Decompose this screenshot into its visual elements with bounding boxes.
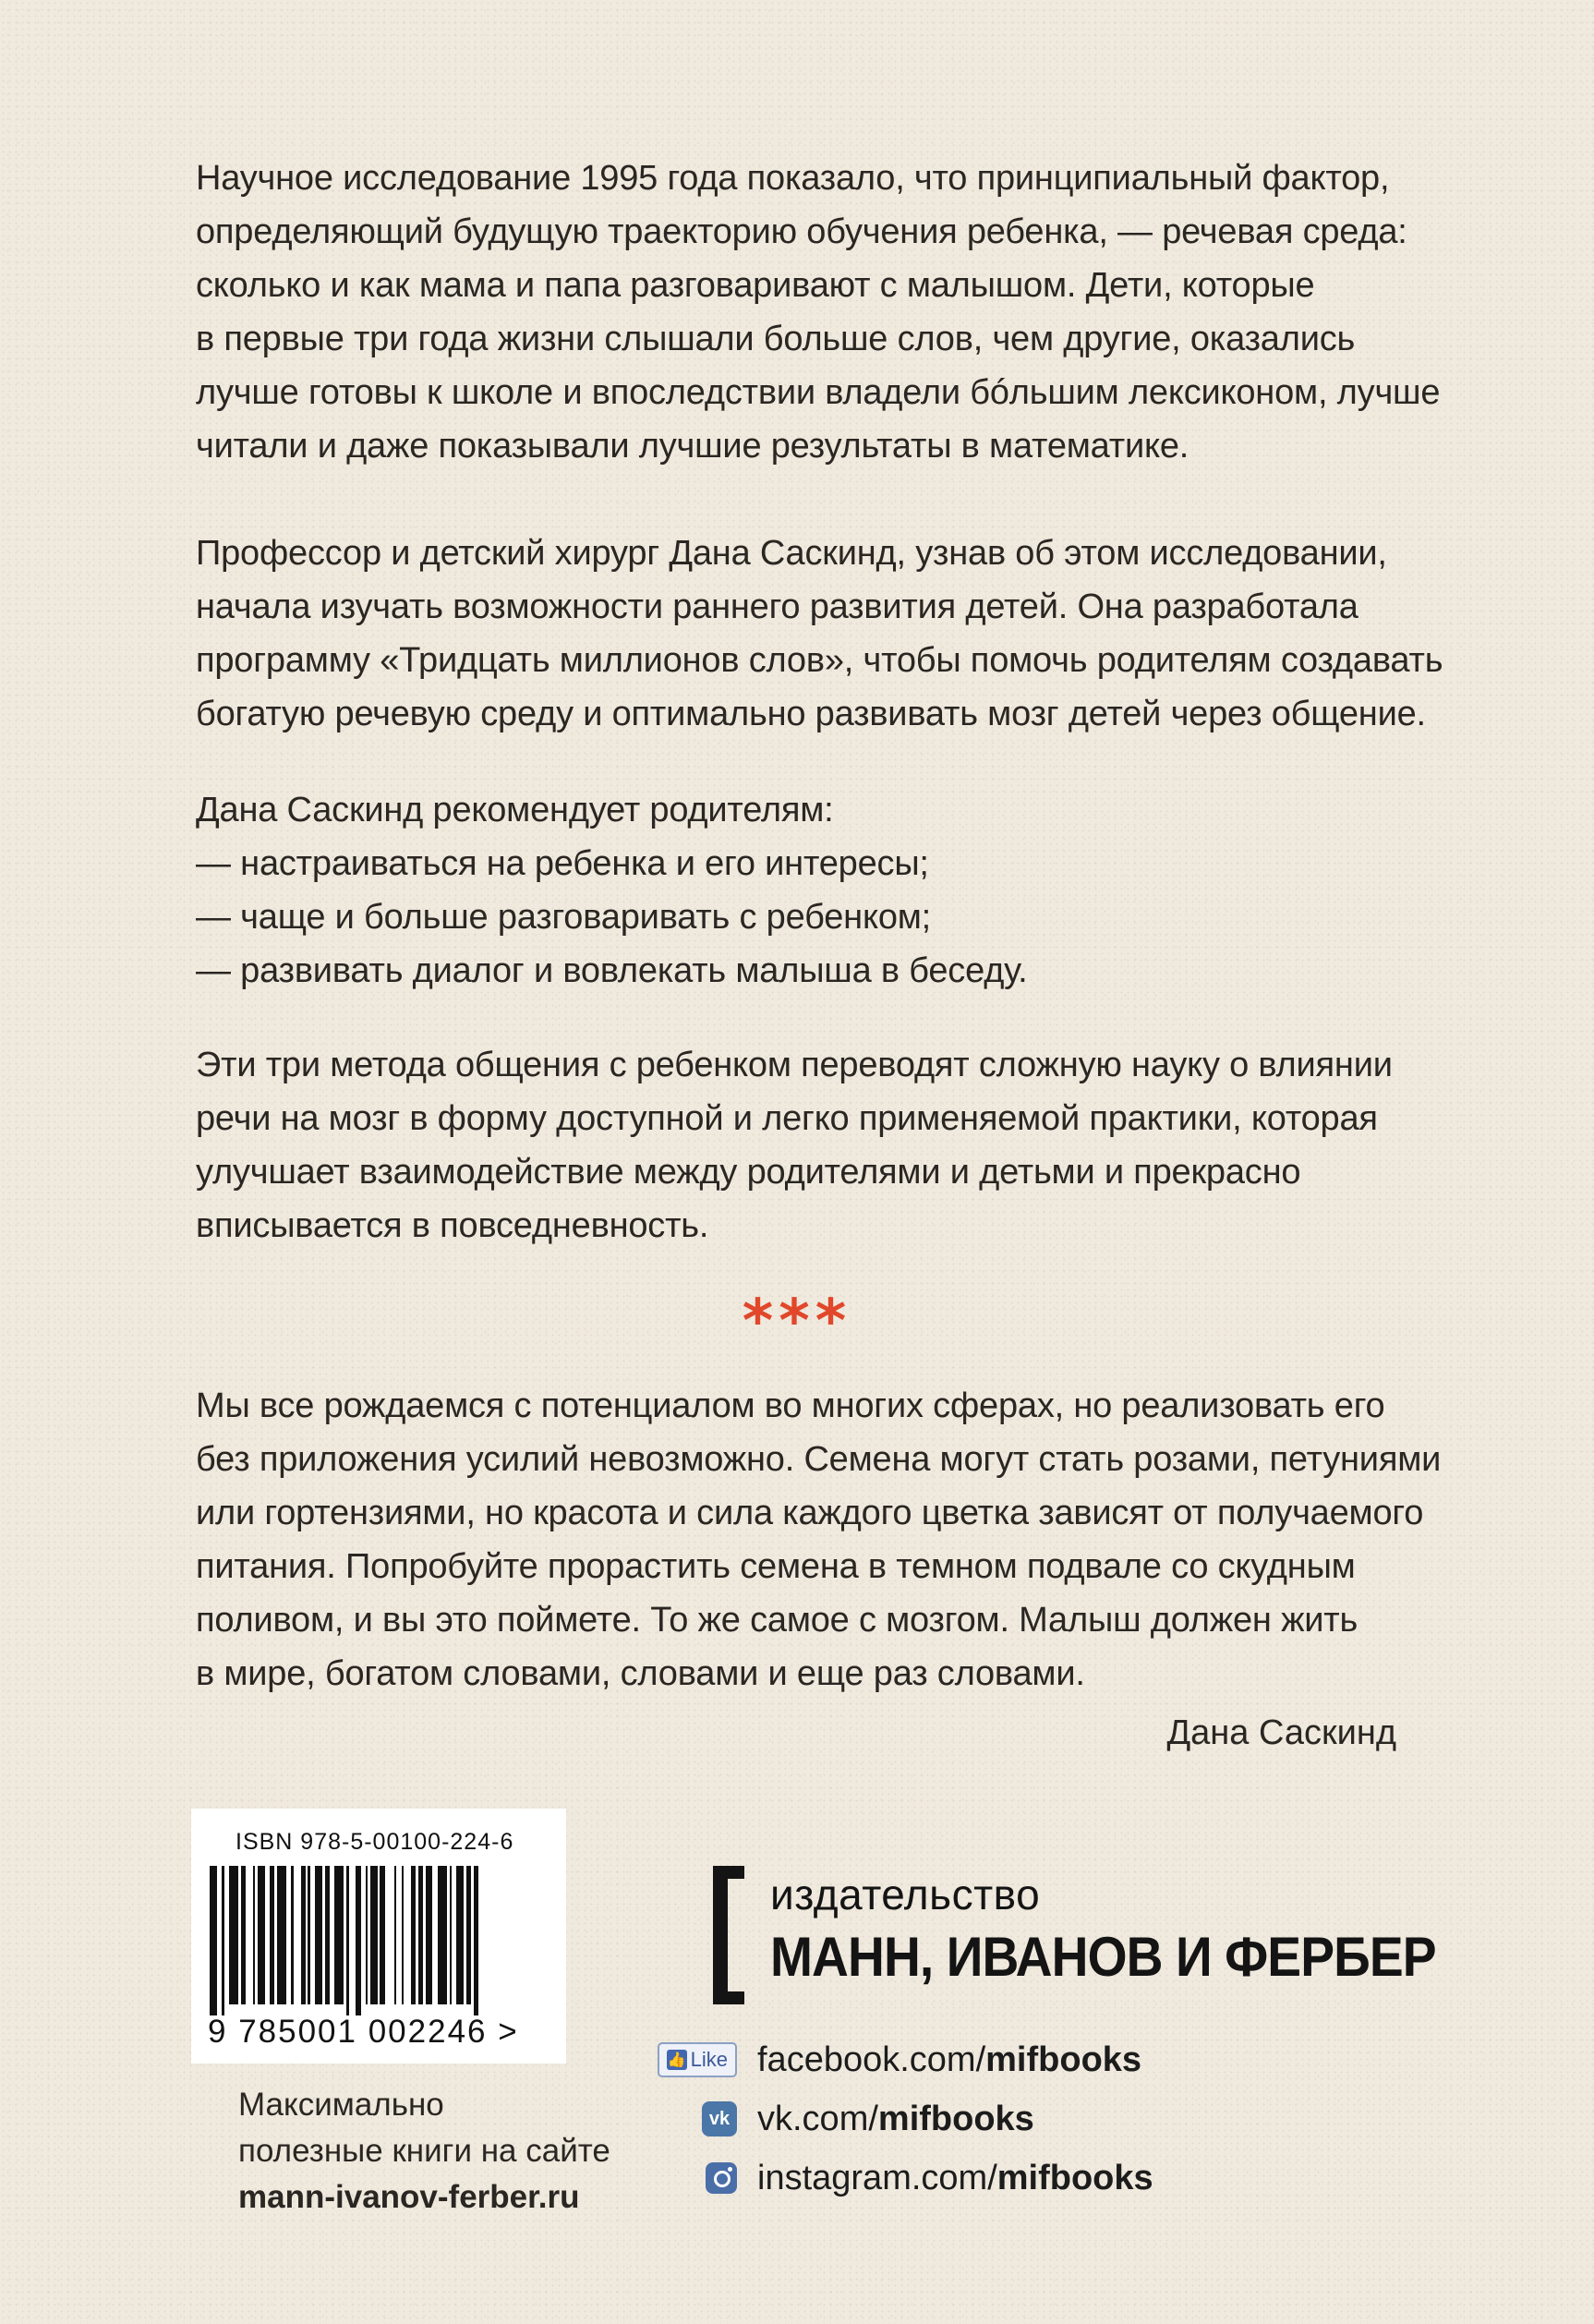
barcode-bar xyxy=(370,1866,378,2004)
publisher-label: издательство xyxy=(770,1870,1041,1919)
text-line: Мы все рождаемся с потенциалом во многих сферах, но реализовать его xyxy=(196,1386,1385,1425)
instagram-prefix: instagram.com/ xyxy=(757,2158,997,2197)
isbn-label: ISBN 978-5-00100-224-6 xyxy=(235,1829,514,1855)
paragraph-recommendations xyxy=(196,783,1406,998)
barcode-bar xyxy=(404,1866,411,2004)
barcode-bar xyxy=(229,1866,238,2004)
text-line: питания. Попробуйте прорастить семена в темном подвале со скудным xyxy=(196,1547,1356,1586)
barcode-bar xyxy=(438,1866,447,2004)
vk-handle: mifbooks xyxy=(877,2099,1034,2138)
text-line: программу «Тридцать миллионов слов», чтобы помочь родителям создавать xyxy=(196,641,1443,680)
barcode-bar xyxy=(426,1866,433,2004)
bracket-logo-mark xyxy=(713,1866,728,2004)
facebook-like-icon xyxy=(658,2042,737,2077)
barcode-bar xyxy=(315,1866,322,2004)
barcode-bar xyxy=(385,1866,394,2004)
text-line: начала изучать возможности раннего развития детей. Она разработала xyxy=(196,587,1359,626)
paragraph-quote xyxy=(196,1379,1442,1701)
text-line: определяющий будущую траекторию обучения ребенка, — речевая среда: xyxy=(196,212,1407,251)
list-item: — развивать диалог и вовлекать малыша в беседу. xyxy=(196,951,1028,990)
paragraph-study xyxy=(196,151,1441,473)
website-note-line: Максимально xyxy=(238,2087,444,2123)
text-line: Профессор и детский хирург Дана Саскинд, узнав об этом исследовании, xyxy=(196,534,1387,573)
list-item: — чаще и больше разговаривать с ребенком; xyxy=(196,898,932,937)
text-line: в первые три года жизни слышали больше слов, чем другие, оказались xyxy=(196,320,1356,358)
isbn-barcode xyxy=(191,1809,566,2064)
publisher-name: МАНН, ИВАНОВ И ФЕРБЕР xyxy=(770,1926,1436,1988)
barcode-digits: 9 785001 002246 > xyxy=(208,2014,519,2050)
text-line: лучше готовы к школе и впоследствии владели бóльшим лексиконом, лучше xyxy=(196,373,1441,412)
barcode-bar xyxy=(294,1866,301,2004)
website-note-line: полезные книги на сайте xyxy=(238,2133,610,2169)
separator-asterisks: *** xyxy=(742,1288,852,1356)
facebook-handle: mifbooks xyxy=(985,2040,1142,2079)
paragraph-methods xyxy=(196,1038,1406,1253)
text-line: Научное исследование 1995 года показало, что принципиальный фактор, xyxy=(196,159,1390,198)
vk-icon: vk xyxy=(702,2101,737,2136)
barcode-bar xyxy=(456,1866,464,2004)
text-line: речи на мозг в форму доступной и легко применяемой практики, которая xyxy=(196,1099,1378,1138)
like-label: Like xyxy=(690,2048,728,2071)
website-note xyxy=(238,2082,610,2221)
barcode-bar xyxy=(277,1866,286,2004)
vk-prefix: vk.com/ xyxy=(757,2099,878,2138)
list-item: — настраиваться на ребенка и его интересы; xyxy=(196,844,929,883)
instagram-link[interactable] xyxy=(656,2150,1153,2206)
instagram-icon xyxy=(706,2162,737,2194)
thumbs-up-icon: 👍 xyxy=(667,2050,687,2070)
barcode-bar xyxy=(334,1866,344,2004)
text-line: сколько и как мама и папа разговаривают с малышом. Дети, которые xyxy=(196,266,1315,305)
barcode-bar xyxy=(246,1866,253,2004)
barcode-bar xyxy=(478,1866,486,2015)
text-line: поливом, и вы это поймете. То же самое с мозгом. Малыш должен жить xyxy=(196,1601,1359,1640)
text-line: без приложения усилий невозможно. Семена могут стать розами, петуниями xyxy=(196,1440,1442,1479)
paragraph-author xyxy=(196,527,1443,741)
barcode-bar xyxy=(349,1866,356,2015)
vk-link[interactable] xyxy=(656,2091,1034,2147)
text-line: читали и даже показывали лучшие результаты в математике. xyxy=(196,427,1189,466)
barcode-bar xyxy=(258,1866,265,2004)
text-line: или гортензиями, но красота и сила каждого цветка зависят от получаемого xyxy=(196,1494,1424,1532)
text-line: богатую речевую среду и оптимально развивать мозг детей через общение. xyxy=(196,695,1426,733)
facebook-prefix: facebook.com/ xyxy=(757,2040,986,2079)
quote-signature: Дана Саскинд xyxy=(1166,1713,1396,1752)
barcode-bars xyxy=(210,1866,548,2010)
text-line: в мире, богатом словами, словами и еще раз словами. xyxy=(196,1654,1085,1693)
text-line: вписывается в повседневность. xyxy=(196,1206,709,1245)
website-link[interactable]: mann-ivanov-ferber.ru xyxy=(238,2179,580,2215)
facebook-link[interactable] xyxy=(656,2032,1141,2088)
text-line: Дана Саскинд рекомендует родителям: xyxy=(196,791,834,829)
barcode-bar xyxy=(210,1866,217,2015)
text-line: улучшает взаимодействие между родителями и детьми и прекрасно xyxy=(196,1153,1301,1192)
instagram-handle: mifbooks xyxy=(996,2158,1153,2197)
text-line: Эти три метода общения с ребенком переводят сложную науку о влиянии xyxy=(196,1046,1393,1084)
